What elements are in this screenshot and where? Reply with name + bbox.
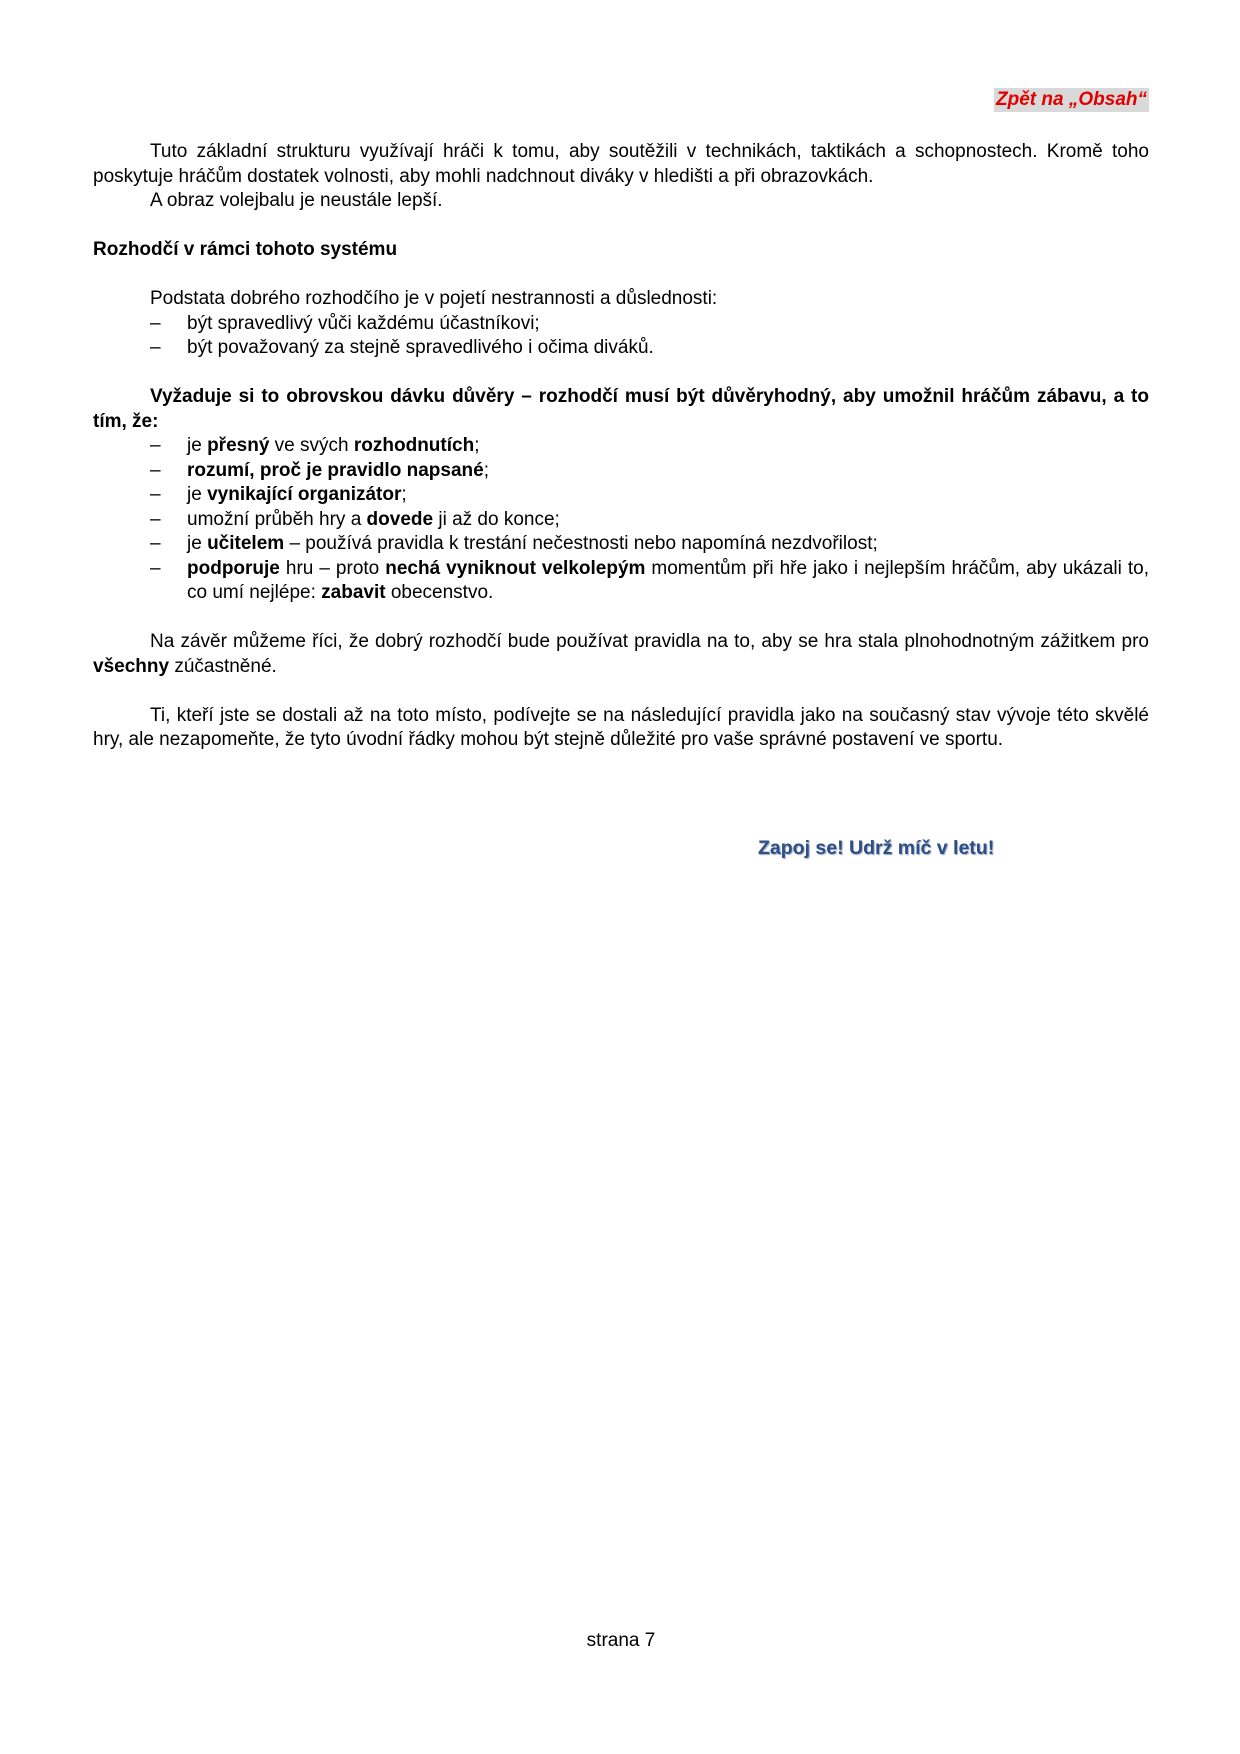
fairness-list — [93, 312, 1149, 361]
dash-bullet: – — [150, 459, 161, 481]
trust-paragraph: Vyžaduje si to obrovskou dávku důvěry – rozhodčí musí být důvěryhodný, aby umožnil hráčům zábavu, a to tím, že: — [93, 386, 1149, 432]
closing-paragraph: Ti, kteří jste se dostali až na toto místo, podívejte se na následující pravidla jako na současný stav vývoje této skvělé hry, ale nezapomeňte, že tyto úvodní řádky mohou být stejně důležité pro vaše správné postavení ve sportu. — [93, 704, 1149, 750]
list-item: – podporuje hru – proto nechá vyniknout velkolepým momentům při hře jako i nejlepším hráčům, aby ukázali to, co umí nejlépe: zabavit obecenstvo. — [150, 557, 1149, 603]
page-number: strana 7 — [586, 1630, 656, 1651]
dash-bullet: – — [150, 312, 161, 334]
section-heading: Rozhodčí v rámci tohoto systému — [93, 239, 398, 260]
list-item: – je učitelem – používá pravidla k trestání nečestnosti nebo napomíná nezdvořilost; — [93, 532, 1149, 557]
qualities-list — [93, 434, 1149, 606]
slogan: Zapoj se! Udrž míč v letu! — [758, 837, 995, 859]
list-item: – umožní průběh hry a dovede ji až do konce; — [93, 508, 1149, 533]
intro-paragraph-1: Tuto základní strukturu využívají hráči k tomu, aby soutěžili v technikách, taktikách a schopnostech. Kromě toho poskytuje hráčům dostatek volnosti, aby mohli nadchnout diváky v hledišti a při obrazovkách. — [93, 141, 1149, 187]
document-body — [93, 140, 1149, 753]
conclusion-paragraph: Na závěr můžeme říci, že dobrý rozhodčí bude používat pravidla na to, aby se hra stala plnohodnotným zážitkem pro všechny zúčastněné. — [93, 631, 1149, 677]
dash-bullet: – — [150, 508, 161, 530]
list-item: – je přesný ve svých rozhodnutích; — [93, 434, 1149, 459]
back-to-contents-link[interactable]: Zpět na „Obsah“ — [996, 89, 1147, 110]
list-item: – rozumí, proč je pravidlo napsané; — [93, 459, 1149, 484]
referee-lead-paragraph: Podstata dobrého rozhodčího je v pojetí nestrannosti a důslednosti: — [150, 288, 718, 309]
list-item: – být považovaný za stejně spravedlivého i očima diváků. — [93, 336, 1149, 361]
list-item: – je vynikající organizátor; — [93, 483, 1149, 508]
dash-bullet: – — [150, 533, 161, 554]
dash-bullet: – — [150, 484, 161, 505]
list-item: – být spravedlivý vůči každému účastníkovi; — [93, 312, 1149, 337]
dash-bullet: – — [150, 337, 161, 358]
document-page — [93, 0, 1149, 1754]
dash-bullet: – — [150, 435, 161, 456]
intro-paragraph-2: A obraz volejbalu je neustále lepší. — [150, 190, 443, 211]
dash-bullet: – — [150, 557, 161, 579]
